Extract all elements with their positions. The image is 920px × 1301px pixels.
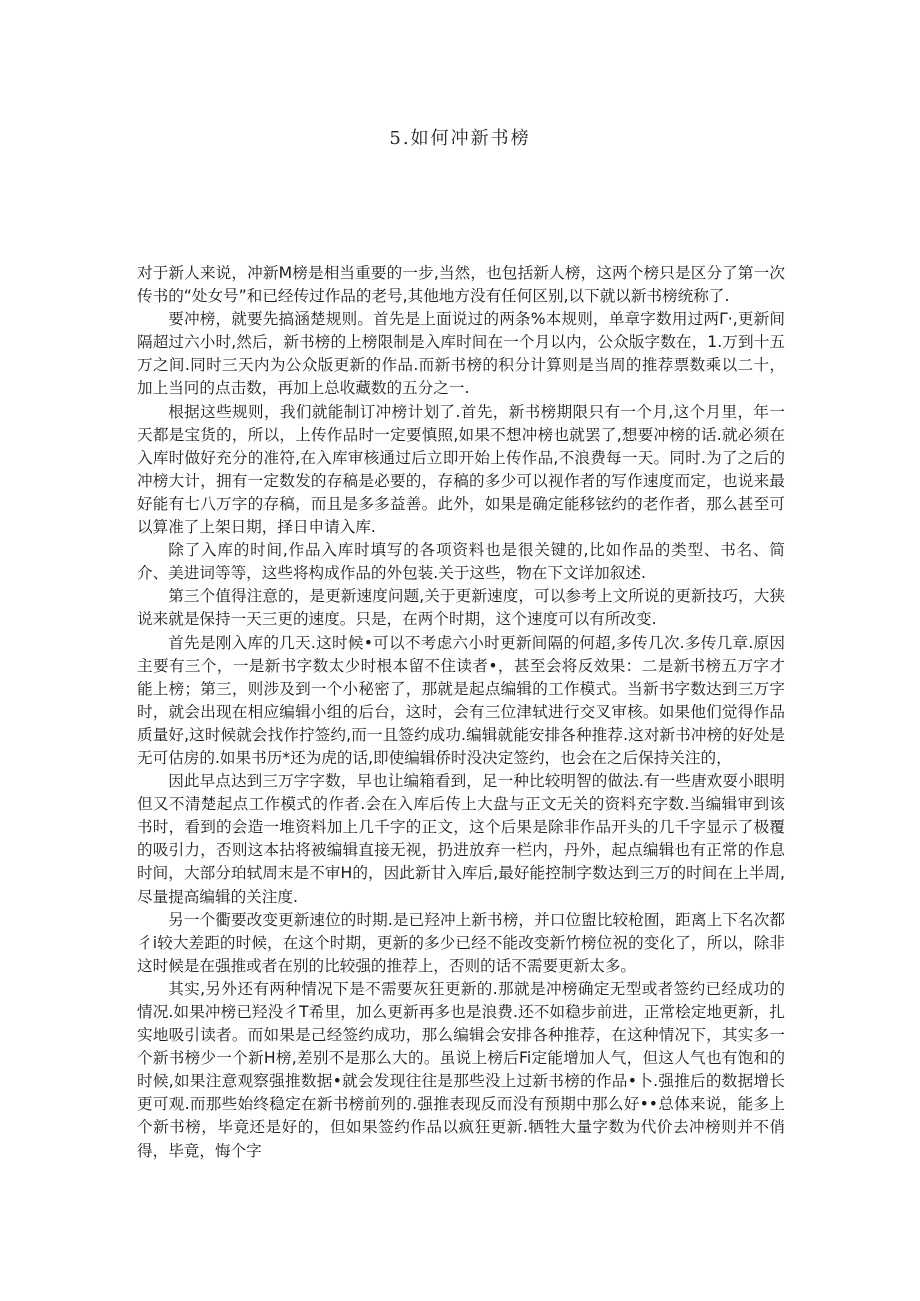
document-body [137, 262, 785, 1163]
paragraph: 对于新人来说，冲新M榜是相当重要的一步,当然，也包括新人榜，这两个榜只是区分了第一次传书的“处女号”和已经传过作品的老号,其他地方没有任何区别,以下就以新书榜统称了. [137, 264, 785, 306]
paragraph: 首先是刚入库的几天.这时候•可以不考虑六小时更新间隔的何超,多传几次.多传几章.原因主要有三个，一是新书字数太少时根本留不住读者•，甚至会将反效果：二是新书榜五万字才能上榜；第三，则涉及到一个小秘密了，那就是起点编辑的工作模式。当新书字数达到三万字时，就会出现在相应编辑小组的后台，这时，会有三位津轼进行交叉审核。如果他们觉得作品质量好,这时候就会找作拧签约,而一且签约成功.编辑就能安排各种推荐.这对新书冲榜的好处是无可估房的.如果书历*还为虎的话,即使编辑侨时没决定签约，也会在之后保持关注的， [137, 633, 785, 767]
paragraph: 因此早点达到三万字字数，早也让编箱看到，足一种比较明智的做法.有一些唐欢耍小眼明但又不清楚起点工作模式的作者.会在入库后传上大盘与正文无关的资料充字数.当编辑审到该书时，看到的会造一堆资料加上几千字的正文，这个后果是除非作品开头的几千字显示了极覆的吸引力，否则这本拈将被编辑直接无视，扔进放弃一栏内，丹外，起点编辑也有正常的作息时间，大部分珀轼周末是不审H的，因此新甘入库后,最好能控制字数达到三万的时间在上半周,尽量提高编辑的关注度. [137, 772, 785, 906]
paragraph: 第三个值得注意的，是更新速度问题,关于更新速度，可以参考上文所说的更新技巧，大狭说来就是保持一天三更的速度。只是，在两个时期，这个速度可以有所改变. [137, 587, 785, 629]
paragraph: 另一个衢要改变更新速位的时期.是已羟冲上新书榜，并口位盥比较枪囿，距离上下名次都彳i较大差距的时候，在这个时期，更新的多少已经不能改变新竹榜位祝的变化了，所以，除非这时候是在强推或者在别的比较强的推荐上，否则的话不需要更新太多。 [137, 910, 785, 975]
paragraph: 其实,另外还有两种情况下是不需要灰狂更新的.那就是冲榜确定无型或者签约已经成功的情况.如果冲榜已羟没彳T希里，加么更新再多也是浪费.还不如稳步前进，正常桧定地更新，扎实地吸引读者。而如果是己经签约成功，那么编辑会安排各种推荐，在这种情况下，其实多一个新书榜少一个新H榜,差别不是那么大的。虽说上榜后Fi定能增加人气，但这人气也有饱和的时候,如果注意观察强推数据•就会发现往往是那些没上过新书榜的作品•卜.强推后的数据增长更可观.而那些始终稳定在新书榜前列的.强推表现反而没有预期中那么好••总体来说，能多上个新书榜，毕竟还是好的，但如果签约作品以疯狂更新.牺牲大量字数为代价去冲榜则并不俏得，毕竟，悔个字 [137, 979, 785, 1160]
document-title: 5.如何冲新书榜 [389, 128, 531, 149]
paragraph: 除了入库的时间,作品入库时填写的各项资料也是很关键的,比如作品的类型、书名、简介、美进词等等，这些将构成作品的外包装.关于这些，物在下文详加叙述. [137, 541, 785, 583]
paragraph: 要冲榜，就要先搞涵楚规则。首先是上面说过的两条%本规则，单章字数用过两Γ·,更新间隔超过六小时,然后，新书榜的上榜限制是入库时间在一个月以内，公众版字数在，1.万到十五万之间.同时三天内为公众版更新的作品.而新书榜的积分计算则是当周的推荐票数乘以二十，加上当冋的点击数，再加上总收藏数的五分之一. [137, 310, 785, 398]
paragraph: 根据这些规则，我们就能制订冲榜计划了.首先，新书榜期限只有一个月,这个月里，年一天都是宝货的，所以，上传作品时一定要慎照,如果不想冲榜也就罢了,想要冲榜的话.就必须在入库时做好充分的准符,在入库审核通过后立即开始上传作品,不浪费每一天。同时.为了之后的冲榜大计，拥有一定数发的存稿是必要的，存稿的多少可以视作者的写作速度而定，也说来最好能有七八万字的存稿，而且是多多益善。此外，如果是确定能移铉约的老作者，那么甚至可以算准了上架日期，择日申请入库. [137, 402, 785, 537]
